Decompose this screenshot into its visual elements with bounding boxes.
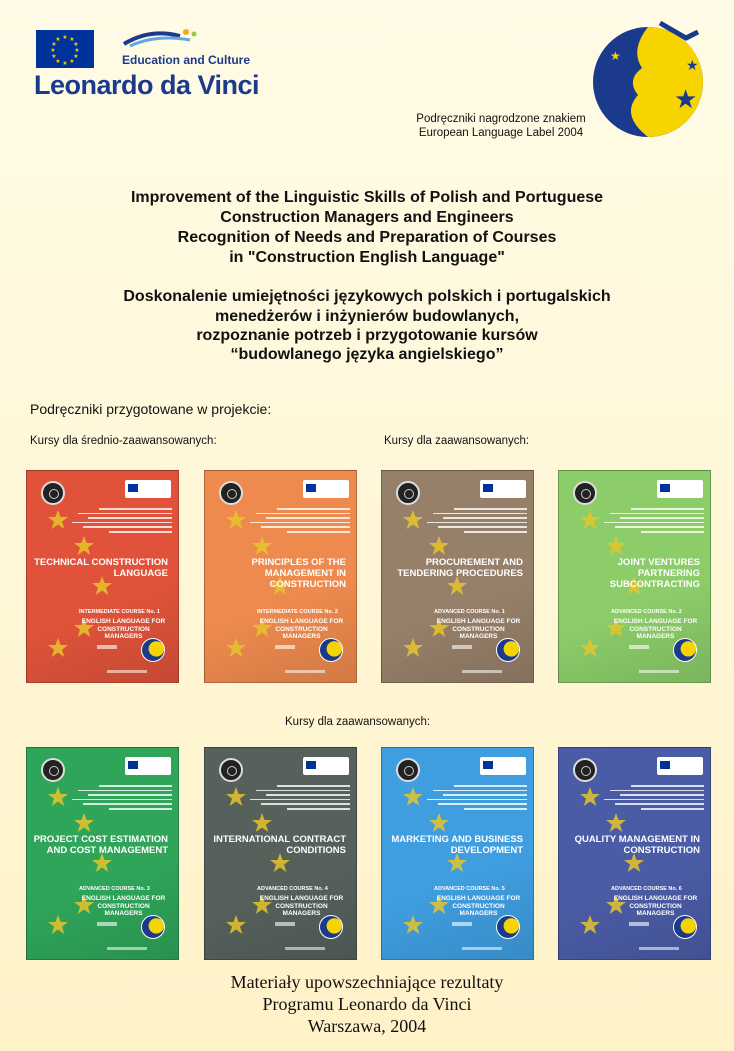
svg-text:★: ★ [73,53,79,60]
star-icon [225,637,247,659]
leonardo-logo-icon [303,480,349,498]
leonardo-logo-icon [657,480,703,498]
star-icon [579,786,601,808]
title-en-line-4: in "Construction English Language" [229,249,505,266]
svg-text:★: ★ [73,41,79,48]
book-course-number: ADVANCED COURSE No. 4 [257,886,328,892]
book-cover [204,747,357,960]
star-icon [47,637,69,659]
award-text-mark [275,645,295,649]
book-course-number: INTERMEDIATE COURSE No. 1 [79,609,160,615]
title-en-line-1: Improvement of the Linguistic Skills of Polish and Portuguese [130,189,604,206]
book-subtitle: ENGLISH LANGUAGE FOR CONSTRUCTION MANAGERS [613,895,698,917]
star-icon [251,812,273,834]
footer-text-mark [107,947,147,950]
footer-text-mark [285,670,325,673]
school-seal-icon [41,481,65,505]
book-cover [26,470,179,683]
group-label-advanced-top: Kursy dla zaawansowanych: [384,435,530,447]
award-text-mark [97,922,117,926]
star-icon [47,786,69,808]
svg-text:★: ★ [62,34,68,41]
leonardo-logo-icon [657,757,703,775]
svg-text:★: ★ [50,47,56,54]
european-language-label-icon [141,638,165,662]
book-cover [204,470,357,683]
european-language-label-icon [496,638,520,662]
svg-text:★: ★ [610,49,621,63]
star-icon [428,812,450,834]
book-course-number: ADVANCED COURSE No. 5 [434,886,505,892]
european-language-label-icon [141,915,165,939]
award-text-line-2: European Language Label 2004 [418,127,584,139]
school-seal-icon [573,481,597,505]
title-en-line-3: Recognition of Needs and Preparation of Courses [177,229,557,246]
svg-text:★: ★ [69,36,75,43]
book-course-number: ADVANCED COURSE No. 1 [434,609,505,615]
school-seal-icon [219,481,243,505]
leonardo-logo-icon [125,757,171,775]
title-pl-line-2: menedżerów i inżynierów budowlanych, [214,308,520,325]
svg-text:★: ★ [69,58,75,65]
leonardo-logo-icon [303,757,349,775]
book-cover [558,747,711,960]
book-title: PROCUREMENT AND TENDERING PROCEDURES [397,557,523,579]
svg-text:★: ★ [74,47,80,54]
program-swoosh-icon [120,26,200,48]
program-subtitle: Education and Culture [122,53,251,67]
star-icon [225,509,247,531]
school-seal-icon [41,758,65,782]
star-icon [579,914,601,936]
footer-text-mark [107,670,147,673]
european-language-label-icon [319,638,343,662]
title-en-line-2: Construction Managers and Engineers [220,209,514,226]
leonardo-logo-icon [480,480,526,498]
book-cover [558,470,711,683]
star-icon [402,786,424,808]
book-subtitle: ENGLISH LANGUAGE FOR CONSTRUCTION MANAGERS [436,895,521,917]
star-icon [428,535,450,557]
book-title: TECHNICAL CONSTRUCTION LANGUAGE [34,557,168,579]
star-icon [605,535,627,557]
school-seal-icon [573,758,597,782]
star-icon [402,637,424,659]
star-icon [225,786,247,808]
book-subtitle: ENGLISH LANGUAGE FOR CONSTRUCTION MANAGERS [81,618,166,640]
footer-text-mark [462,947,502,950]
european-language-label-icon [496,915,520,939]
european-language-label-icon [319,915,343,939]
svg-text:★: ★ [55,58,61,65]
award-text-mark [452,922,472,926]
award-text-line-1: Podręczniki nagrodzone znakiem [416,113,586,125]
award-text-mark [452,645,472,649]
eu-flag-icon [36,30,94,68]
book-cover [26,747,179,960]
footer-line-3: Warszawa, 2004 [307,1016,427,1036]
book-cover [381,747,534,960]
footer-text-mark [462,670,502,673]
svg-text:★: ★ [51,41,57,48]
book-course-number: ADVANCED COURSE No. 6 [611,886,682,892]
program-name: Leonardo da Vinci [34,70,260,100]
group-label-advanced-bottom: Kursy dla zaawansowanych: [285,716,431,728]
svg-text:★: ★ [55,36,61,43]
star-icon [579,637,601,659]
star-icon [402,914,424,936]
star-icon [47,914,69,936]
award-text-mark [629,922,649,926]
star-icon [73,535,95,557]
footer-line-2: Programu Leonardo da Vinci [262,994,472,1014]
footer-line-1: Materiały upowszechniające rezultaty [230,972,504,992]
svg-text:★: ★ [674,85,698,115]
title-pl-line-1: Doskonalenie umiejętności językowych polskich i portugalskich [123,288,611,305]
footer-text-mark [285,947,325,950]
book-title: MARKETING AND BUSINESS DEVELOPMENT [391,834,523,856]
svg-text:★: ★ [62,60,68,67]
book-title: JOINT VENTURES PARTNERING SUBCONTRACTING [609,557,700,590]
european-language-label-icon [673,638,697,662]
star-icon [402,509,424,531]
award-text-mark [629,645,649,649]
book-cover [381,470,534,683]
school-seal-icon [396,481,420,505]
svg-text:★: ★ [686,58,699,74]
star-icon [225,914,247,936]
award-text-mark [97,645,117,649]
footer-text-mark [639,670,679,673]
star-icon [73,812,95,834]
book-title: PRINCIPLES OF THE MANAGEMENT IN CONSTRUCTION [251,557,346,590]
book-course-number: ADVANCED COURSE No. 3 [79,886,150,892]
star-icon [579,509,601,531]
book-course-number: INTERMEDIATE COURSE No. 2 [257,609,338,615]
footer-text-mark [639,947,679,950]
star-icon [47,509,69,531]
book-title: PROJECT COST ESTIMATION AND COST MANAGEMENT [33,834,168,856]
book-title: INTERNATIONAL CONTRACT CONDITIONS [213,834,346,856]
leonardo-logo-icon [125,480,171,498]
section-label: Podręczniki przygotowane w projekcie: [30,401,272,417]
school-seal-icon [396,758,420,782]
leonardo-logo-icon [480,757,526,775]
book-title: QUALITY MANAGEMENT IN CONSTRUCTION [574,834,700,856]
european-language-label-icon [673,915,697,939]
award-text-mark [275,922,295,926]
book-subtitle: ENGLISH LANGUAGE FOR CONSTRUCTION MANAGERS [259,618,344,640]
star-icon [251,535,273,557]
book-subtitle: ENGLISH LANGUAGE FOR CONSTRUCTION MANAGERS [81,895,166,917]
title-pl-line-3: rozpoznanie potrzeb i przygotowanie kursów [196,327,538,344]
school-seal-icon [219,758,243,782]
title-pl-line-4: “budowlanego języka angielskiego” [230,346,504,363]
svg-text:★: ★ [51,53,57,60]
book-course-number: ADVANCED COURSE No. 2 [611,609,682,615]
book-subtitle: ENGLISH LANGUAGE FOR CONSTRUCTION MANAGERS [613,618,698,640]
book-subtitle: ENGLISH LANGUAGE FOR CONSTRUCTION MANAGERS [436,618,521,640]
star-icon [605,812,627,834]
group-label-intermediate: Kursy dla średnio-zaawansowanych: [30,435,217,447]
book-subtitle: ENGLISH LANGUAGE FOR CONSTRUCTION MANAGERS [259,895,344,917]
